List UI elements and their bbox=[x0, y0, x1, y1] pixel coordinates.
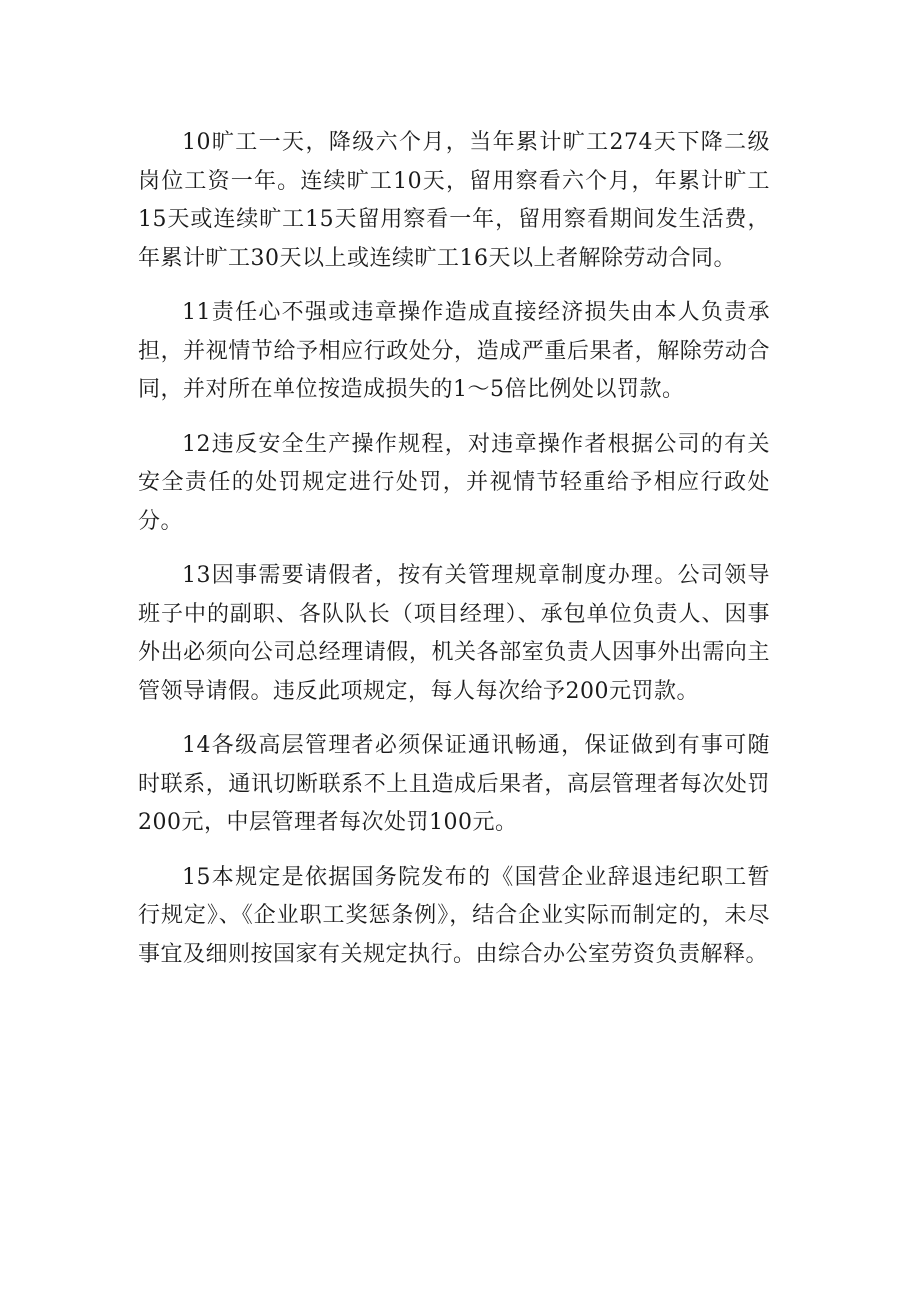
paragraph-article-15: 15本规定是依据国务院发布的《国营企业辞退违纪职工暂行规定》、《企业职工奖惩条例》，结合企业实际而制定的，未尽事宜及细则按国家有关规定执行。由综合办公室劳资负责解释。 bbox=[138, 864, 770, 967]
paragraph-article-13: 13因事需要请假者，按有关管理规章制度办理。公司领导班子中的副职、各队队长（项目经理）、承包单位负责人、因事外出必须向公司总经理请假，机关各部室负责人因事外出需向主管领导请假。违反此项规定，每人每次给予200元罚款。 bbox=[138, 563, 770, 704]
paragraph-article-14: 14各级高层管理者必须保证通讯畅通，保证做到有事可随时联系，通讯切断联系不上且造成后果者，高层管理者每次处罚200元，中层管理者每次处罚100元。 bbox=[138, 733, 770, 835]
document-body bbox=[138, 124, 770, 990]
paragraph-article-11: 11责任心不强或违章操作造成直接经济损失由本人负责承担，并视情节给予相应行政处分，造成严重后果者，解除劳动合同，并对所在单位按造成损失的1～5倍比例处以罚款。 bbox=[138, 300, 770, 402]
paragraph-article-10: 10旷工一天，降级六个月，当年累计旷工274天下降二级岗位工资一年。连续旷工10天，留用察看六个月，年累计旷工15天或连续旷工15天留用察看一年，留用察看期间发生活费，年累计旷工30天以上或连续旷工16天以上者解除劳动合同。 bbox=[138, 130, 770, 271]
paragraph-article-12: 12违反安全生产操作规程，对违章操作者根据公司的有关安全责任的处罚规定进行处罚，并视情节轻重给予相应行政处分。 bbox=[138, 431, 770, 534]
